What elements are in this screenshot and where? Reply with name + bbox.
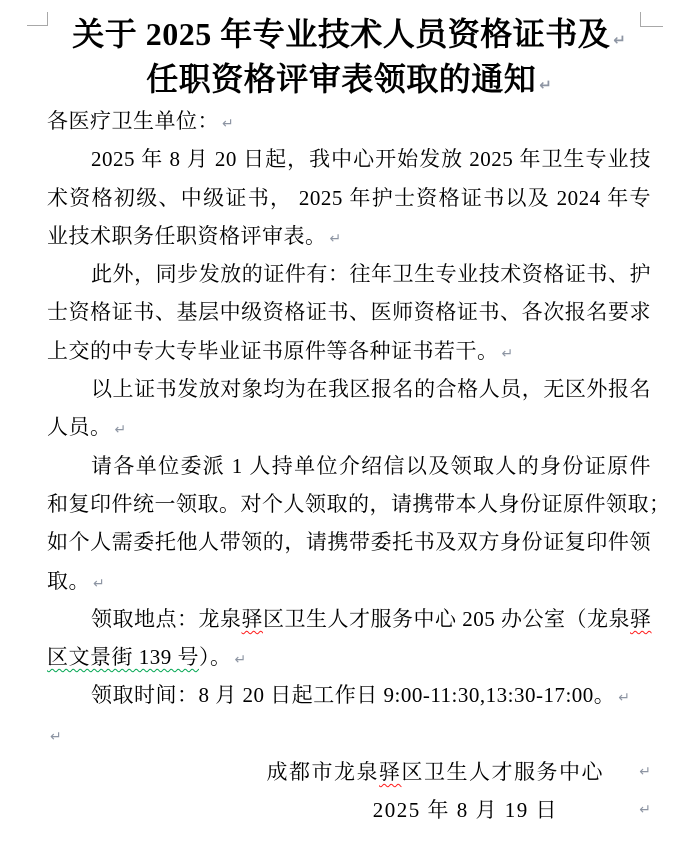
text-segment: 成都市龙泉 [266,760,379,785]
text-line [47,217,651,255]
paragraph-mark: ↵ [639,802,651,819]
text-segment: 士资格证书、基层中级资格证书、医师资格证书、各次报名要求 [47,300,651,325]
paragraph-mark: ↵ [234,652,247,669]
text-line [47,447,651,485]
text-line [47,638,651,676]
text-segment: 区卫生人才服务中心 205 办公室（龙泉 [263,606,630,631]
text-segment: 术资格初级、中级证书， 2025 年护士资格证书以及 2024 年专 [47,185,651,210]
text-line [47,140,651,178]
text-line [47,562,651,600]
paragraph-mark: ↵ [539,76,552,94]
paragraph-mark: ↵ [639,764,651,781]
document-body [47,102,671,830]
text-line [47,523,651,561]
text-segment: 2025 年 8 月 20 日起，我中心开始发放 2025 年卫生专业技 [91,147,651,172]
paragraph-mark: ↵ [329,230,342,247]
document-title-line-1 [0,12,698,57]
title-text: 关于 2025 年专业技术人员资格证书及 [72,16,611,52]
text-line [47,791,651,829]
text-line [47,715,651,753]
text-segment: 如个人需委托他人带领的，请携带委托书及双方身份证复印件领 [47,530,651,555]
text-segment: 领取地点：龙泉 [91,606,242,631]
title-text: 任职资格评审表领取的通知 [146,61,537,97]
text-segment: 人员。 [47,415,112,440]
paragraph-mark: ↵ [501,345,514,362]
text-segment: 取。 [47,568,90,593]
text-segment: 领取时间：8 月 20 日起工作日 9:00-11:30,13:30-17:00。 [91,683,616,708]
text-segment: 2025 年 8 月 19 日 [372,798,558,823]
paragraph-mark: ↵ [613,31,626,49]
text-line [47,102,651,140]
paragraph-mark: ↵ [114,422,127,439]
spellcheck-text: 驿 [241,606,263,631]
text-line [47,370,651,408]
text-segment: 业技术职务任职资格评审表。 [47,223,327,248]
document-title [0,12,698,102]
text-line [47,255,651,293]
paragraph-mark: ↵ [618,690,631,707]
text-line [47,676,651,714]
text-segment: 各医疗卫生单位： [47,109,219,133]
text-segment: 区卫生人才服务中心 [401,760,604,785]
spellcheck-text: 驿 [630,606,652,631]
text-segment: 此外，同步发放的证件有：往年卫生专业技术资格证书、护 [91,262,651,287]
text-line [47,332,651,370]
text-line [47,408,651,446]
paragraph-mark: ↵ [222,116,234,132]
text-line [47,293,651,331]
spellcheck-text: 驿 [379,760,402,785]
spellcheck-text: 区文景街 139 号 [47,645,199,670]
text-segment: 和复印件统一领取。对个人领取的，请携带本人身份证原件领取； [47,491,671,516]
text-segment: 以上证书发放对象均为在我区报名的合格人员，无区外报名 [91,377,651,402]
text-line [47,600,651,638]
text-segment: 请各单位委派 1 人持单位介绍信以及领取人的身份证原件 [91,453,651,478]
text-line [47,179,651,217]
text-segment: 上交的中专大专毕业证书原件等各种证书若干。 [47,338,499,363]
paragraph-mark: ↵ [50,728,62,745]
text-line [47,485,671,523]
paragraph-mark: ↵ [93,575,105,592]
text-segment: ）。 [199,645,232,670]
document-title-line-2 [0,57,698,102]
document-page [0,12,698,850]
text-line [47,753,651,791]
